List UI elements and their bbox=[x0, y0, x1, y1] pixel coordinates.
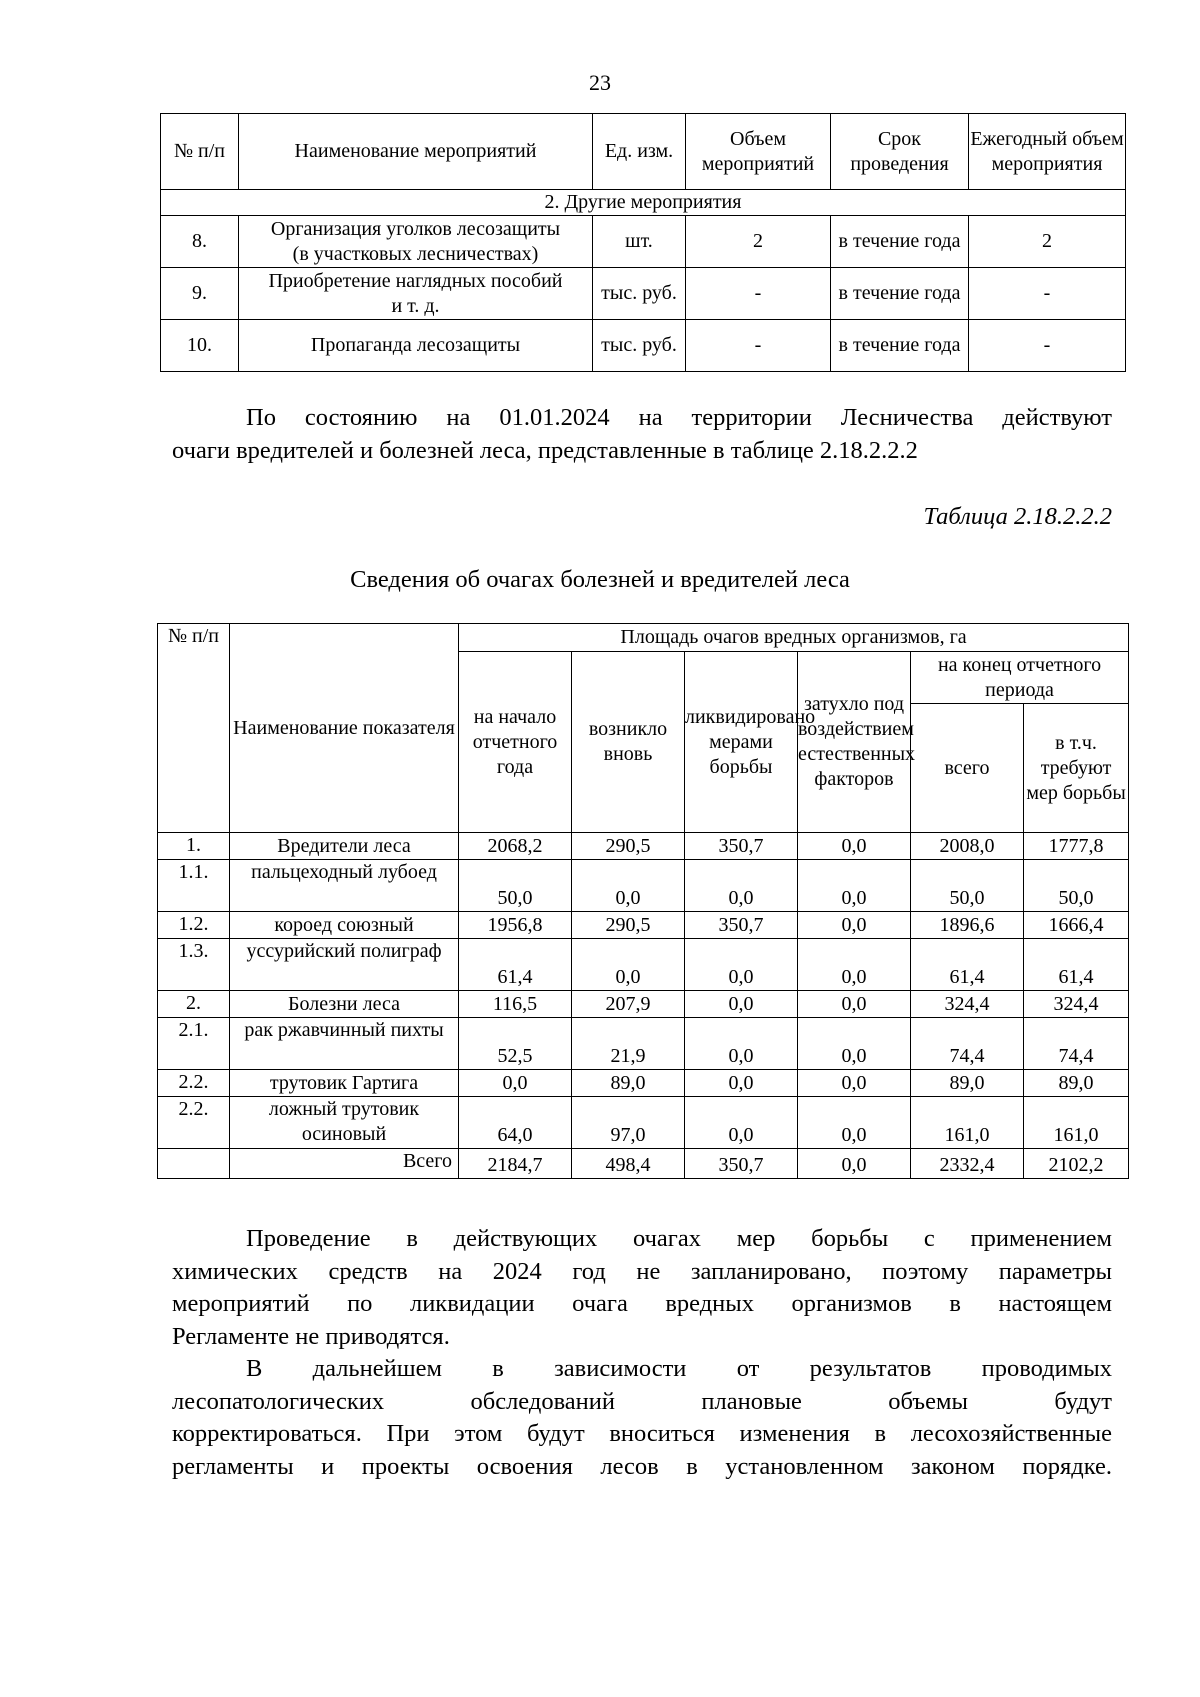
row-volume: - bbox=[686, 320, 831, 372]
row-num: 10. bbox=[161, 320, 239, 372]
table-row: 2.2. трутовик Гартига 0,0 89,0 0,0 0,0 89,0 89,0 bbox=[158, 1070, 1129, 1097]
header-area: Площадь очагов вредных организмов, га bbox=[459, 624, 1129, 652]
total-row: Всего 2184,7 498,4 350,7 0,0 2332,4 2102,2 bbox=[158, 1149, 1129, 1179]
row-volume: 2 bbox=[686, 216, 831, 268]
header-volume: Объем мероприятий bbox=[686, 114, 831, 190]
header-natural: затухло под воздействием естественных факторов bbox=[798, 652, 911, 833]
measures-table bbox=[160, 113, 1126, 372]
header-need: в т.ч. требуют мер борьбы bbox=[1024, 704, 1129, 833]
table-title: Сведения об очагах болезней и вредителей леса bbox=[350, 566, 850, 593]
header-new: возникло вновь bbox=[572, 652, 685, 833]
header-name: Наименование мероприятий bbox=[239, 114, 593, 190]
row-unit: тыс. руб. bbox=[593, 320, 686, 372]
paragraph-chemical: Проведение в действующих очагах мер борьбы с применением химических средств на 2024 год не запланировано, поэтому параметры мероприятий по ликвидации очага вредных организмов в настоящем Регламенте не приводятся. bbox=[172, 1225, 1112, 1350]
header-num: № п/п bbox=[161, 114, 239, 190]
row-annual: - bbox=[969, 320, 1126, 372]
header-liquidated: ликвидировано мерами борьбы bbox=[685, 652, 798, 833]
row-term: в течение года bbox=[831, 268, 969, 320]
row-name: Организация уголков лесозащиты (в участковых лесничествах) bbox=[239, 216, 593, 268]
header-unit: Ед. изм. bbox=[593, 114, 686, 190]
header-total: всего bbox=[911, 704, 1024, 833]
table-row: 1. Вредители леса 2068,2 290,5 350,7 0,0 2008,0 1777,8 bbox=[158, 833, 1129, 860]
header-end: на конец отчетного периода bbox=[911, 652, 1129, 704]
paragraph-future: В дальнейшем в зависимости от результатов проводимых лесопатологических обследований плановые объемы будут корректироваться. При этом будут вноситься изменения в лесохозяйственные регламенты и проекты освоения лесов в установленном законом порядке. bbox=[172, 1355, 1112, 1480]
table-row: 1.1. пальцеходный лубоед 50,0 0,0 0,0 0,0 50,0 50,0 bbox=[158, 860, 1129, 912]
header-annual: Ежегодный объем мероприятия bbox=[969, 114, 1126, 190]
row-unit: тыс. руб. bbox=[593, 268, 686, 320]
row-annual: - bbox=[969, 268, 1126, 320]
row-unit: шт. bbox=[593, 216, 686, 268]
table-row bbox=[161, 320, 1126, 372]
foci-table bbox=[157, 623, 1129, 1179]
row-annual: 2 bbox=[969, 216, 1126, 268]
table-row: 2.1. рак ржавчинный пихты 52,5 21,9 0,0 0,0 74,4 74,4 bbox=[158, 1018, 1129, 1070]
header-start: на начало отчетного года bbox=[459, 652, 572, 833]
row-term: в течение года bbox=[831, 320, 969, 372]
header-indicator: Наименование показателя bbox=[230, 624, 459, 833]
row-name: Приобретение наглядных пособий и т. д. bbox=[239, 268, 593, 320]
table-row: 1.2. короед союзный 1956,8 290,5 350,7 0,0 1896,6 1666,4 bbox=[158, 912, 1129, 939]
paragraph-foci-intro: По состоянию на 01.01.2024 на территории Лесничества действуют очаги вредителей и болезней леса, представленные в таблице 2.18.2.2.2 bbox=[172, 404, 1112, 464]
row-term: в течение года bbox=[831, 216, 969, 268]
table-row bbox=[161, 216, 1126, 268]
table-row: 1.3. уссурийский полиграф 61,4 0,0 0,0 0,0 61,4 61,4 bbox=[158, 939, 1129, 991]
table-row: 2.2. ложный трутовик осиновый 64,0 97,0 0,0 0,0 161,0 161,0 bbox=[158, 1097, 1129, 1149]
table-caption: Таблица 2.18.2.2.2 bbox=[923, 503, 1112, 530]
row-volume: - bbox=[686, 268, 831, 320]
page-number: 23 bbox=[589, 70, 611, 95]
table-row: 2. Болезни леса 116,5 207,9 0,0 0,0 324,4 324,4 bbox=[158, 991, 1129, 1018]
section-title: 2. Другие мероприятия bbox=[161, 190, 1126, 216]
table-header-row bbox=[161, 114, 1126, 190]
header-num: № п/п bbox=[158, 624, 230, 833]
row-name: Пропаганда лесозащиты bbox=[239, 320, 593, 372]
header-term: Срок проведения bbox=[831, 114, 969, 190]
row-num: 9. bbox=[161, 268, 239, 320]
row-num: 8. bbox=[161, 216, 239, 268]
table-row bbox=[161, 268, 1126, 320]
